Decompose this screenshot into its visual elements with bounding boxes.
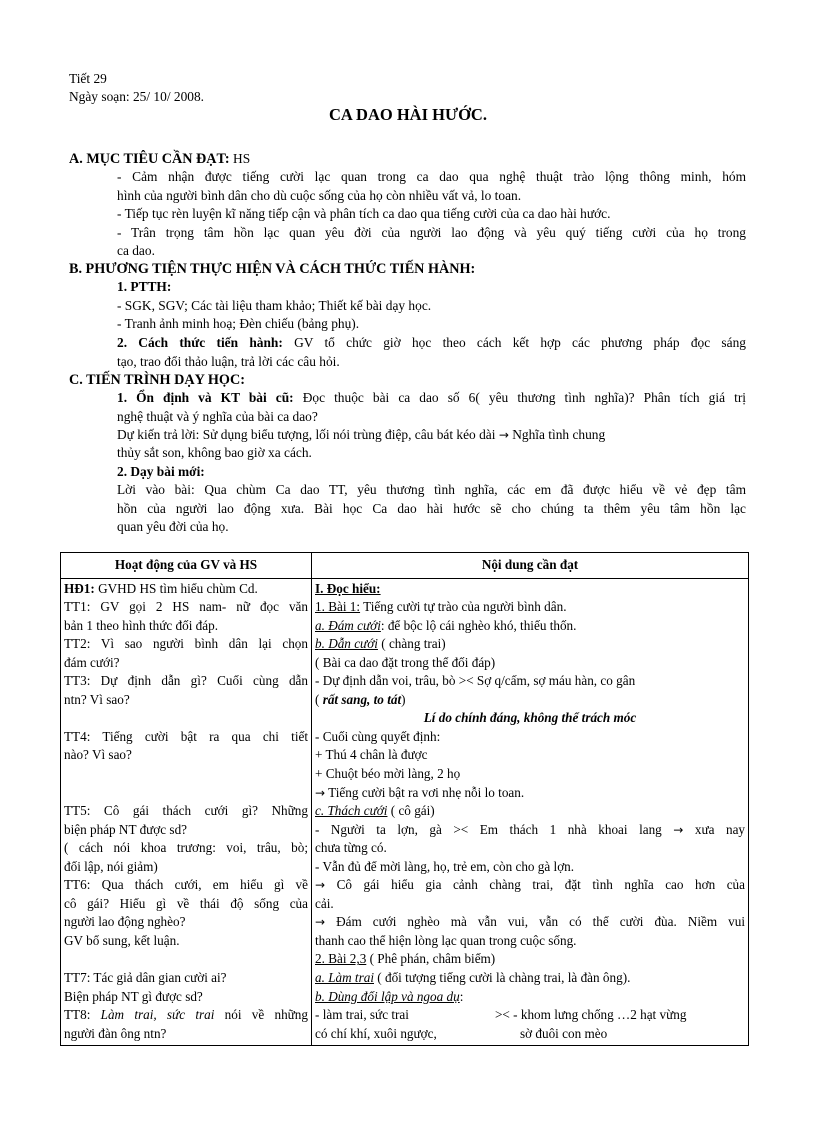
arrow-right-icon: →	[498, 428, 509, 442]
arrow-right-icon: →	[315, 915, 326, 930]
content-line: - Người ta lợn, gà >< Em thách 1 nhà khoai lang	[315, 821, 662, 837]
hd1-text: GVHD HS tìm hiểu chùm Cd.	[94, 580, 258, 596]
content-line: Lí do chính đáng, không thể trách móc	[423, 710, 637, 726]
section-b-sub2-cont: tạo, trao đổi thảo luận, trả lời các câu hỏi.	[117, 353, 340, 369]
answer-text-b: Nghĩa tình chung	[508, 427, 606, 442]
la-label: a. Làm trai	[315, 970, 374, 986]
section-a-line: hình của người bình dân cho dù cuộc sống của họ còn nhiều vất vả, lo toan.	[117, 187, 522, 203]
table-row	[61, 578, 749, 1046]
content-line: - làm trai, sức trai	[315, 1007, 409, 1023]
section-c-sub1-label: 1. Ổn định và KT bài cũ:	[117, 390, 294, 405]
content-line: ( Bài ca dao đặt trong thể đối đáp)	[315, 654, 496, 670]
activity-line: biện pháp NT được sd?	[64, 821, 188, 837]
section-c-answer-cont: thủy sắt son, không bao giờ xa cách.	[117, 445, 312, 460]
activity-line: TT1: GV gọi 2 HS nam- nữ đọc văn	[64, 599, 308, 615]
section-b-sub2-label: 2. Cách thức tiến hành:	[117, 335, 283, 350]
b4-open: (	[315, 691, 323, 707]
content-line: xưa nay	[683, 821, 746, 837]
col-header-content: Nội dung cần đạt	[312, 553, 749, 579]
activity-line: TT4: Tiếng cười bật ra qua chi tiết	[64, 728, 308, 744]
section-b-line: - SGK, SGV; Các tài liệu tham khảo; Thiết kế bài dạy học.	[117, 298, 432, 313]
activity-line: TT3: Dự định dẫn gì? Cuối cùng dẫn	[64, 673, 308, 689]
content-line: - Cuối cùng quyết định:	[315, 728, 441, 744]
page-title: CA DAO HÀI HƯỚC.	[329, 105, 487, 124]
activity-line: Biện pháp NT gì được sd?	[64, 988, 203, 1004]
content-line: Cô gái hiểu gia cảnh chàng trai, đặt tình nghĩa cao hơn của	[325, 877, 745, 893]
section-a-line: - Cảm nhận được tiếng cười lạc quan trong ca dao qua nghệ thuật trào lộng thông minh, hóm	[117, 169, 746, 184]
section-c-answer	[117, 426, 605, 445]
tt8-italic: Làm trai, sức trai	[100, 1007, 215, 1023]
section-a-line: - Tiếp tục rèn luyện kĩ năng tiếp cận và phân tích ca dao qua tiếng cười của ca dao hài hước.	[117, 206, 611, 222]
a-text: : để bộc lộ cái nghèo khó, thiếu thốn.	[380, 617, 577, 633]
section-c-intro	[117, 481, 746, 537]
activity-line: TT6: Qua thách cưới, em hiểu gì về	[64, 877, 308, 893]
prep-date: Ngày soạn: 25/ 10/ 2008.	[69, 89, 205, 104]
b-text: ( chàng trai)	[377, 636, 446, 652]
activities-cell	[61, 578, 312, 1046]
content-line: có chí khí, xuôi ngược,	[315, 1025, 437, 1041]
part-1-heading: I. Đọc hiểu:	[315, 580, 381, 596]
content-line: sờ đuôi con mèo	[520, 1025, 608, 1041]
activity-line: TT5: Cô gái thách cưới gì? Những	[64, 803, 308, 819]
c-text: ( cô gái)	[387, 803, 435, 819]
section-a-body	[117, 168, 746, 261]
tt8-prefix: TT8:	[64, 1007, 101, 1023]
hd1-label: HĐ1:	[64, 580, 95, 596]
b-label: b. Dẫn cưới	[315, 636, 378, 652]
arrow-right-icon: →	[315, 785, 326, 800]
activity-line: nào? Vì sao?	[64, 747, 132, 763]
section-c-sub1	[117, 389, 746, 426]
bai1-label: 1. Bài 1:	[315, 599, 361, 615]
activity-line: người đàn ông ntn?	[64, 1025, 167, 1041]
content-line: >< - khom lưng chống …2 hạt vừng	[495, 1007, 687, 1023]
content-line: thanh cao thể hiện lòng lạc quan trong cuộc sống.	[315, 932, 577, 948]
b4-italic: rất sang, to tát	[322, 691, 402, 707]
intro-line: quan yêu đời của họ.	[117, 519, 229, 535]
content-cell	[312, 578, 749, 1046]
section-b-sub1: 1. PTTH:	[117, 279, 172, 294]
content-line: - Vẫn đủ để mời làng, họ, trẻ em, còn cho gà lợn.	[315, 858, 575, 874]
activity-line: cô gái? Hiểu gì về thái độ sống của	[64, 895, 308, 911]
section-a-title: A. MỤC TIÊU CẦN ĐẠT:	[69, 151, 230, 167]
intro-line: Lời vào bài: Qua chùm Ca dao TT, yêu thương tình nghĩa, các em đã được hiểu về vẻ đẹp tâm	[117, 482, 746, 497]
lesson-number: Tiết 29	[69, 71, 107, 86]
activity-line: ( cách nói khoa trương: voi, trâu, bò;	[64, 840, 308, 856]
section-a-line: ca dao.	[117, 243, 155, 259]
intro-line: hồn của người lao động xưa. Bài học Ca dao hài hước sẽ cho chúng ta thêm yêu tâm hồn lạc	[117, 500, 746, 516]
lb-label: b. Dùng đối lập và ngoa dụ	[315, 988, 460, 1004]
section-a-heading	[69, 150, 250, 169]
c-label: c. Thách cưới	[315, 803, 388, 819]
section-b-sub2	[117, 334, 746, 371]
b4-close: )	[401, 691, 406, 707]
content-line: + Chuột béo mời làng, 2 họ	[315, 766, 461, 782]
a-label: a. Đám cưới	[315, 617, 381, 633]
section-b-heading: B. PHƯƠNG TIỆN THỰC HIỆN VÀ CÁCH THỨC TIẾN HÀNH:	[69, 261, 476, 277]
col-header-activities: Hoạt động của GV và HS	[61, 553, 312, 579]
activity-line: đám cưới?	[64, 654, 120, 670]
activity-line: TT7: Tác giả dân gian cười ai?	[64, 970, 227, 986]
arrow-right-icon: →	[315, 878, 326, 893]
content-line: Tiếng cười bật ra vơi nhẹ nỗi lo toan.	[325, 784, 525, 800]
lesson-table	[60, 552, 749, 1046]
answer-text: Dự kiến trả lời: Sử dụng biểu tượng, lối nói trùng điệp, câu bát kéo dài	[117, 427, 496, 442]
section-b-sub2-text: GV tổ chức giờ học theo cách kết hợp các phương pháp đọc sáng	[282, 335, 746, 350]
activity-line: ntn? Vì sao?	[64, 691, 130, 707]
section-c-sub1-cont: nghệ thuật và ý nghĩa của bài ca dao?	[117, 408, 318, 424]
bai1-text: Tiếng cười tự trào của người bình dân.	[360, 599, 567, 615]
bai23-label: 2. Bài 2,3	[315, 951, 367, 967]
activity-line: đối lập, nói giảm)	[64, 858, 158, 874]
activity-line: bản 1 theo hình thức đối đáp.	[64, 617, 219, 633]
content-line: Đám cưới nghèo mà vẫn vui, vẫn có thể cười đùa. Niềm vui	[325, 914, 745, 930]
section-c-heading: C. TIẾN TRÌNH DẠY HỌC:	[69, 372, 245, 388]
la-text: ( đối tượng tiếng cười là chàng trai, là đàn ông).	[374, 970, 631, 986]
section-c-sub1-text: Đọc thuộc bài ca dao số 6( yêu thương tình nghĩa)? Phân tích giá trị	[293, 390, 747, 405]
content-line: + Thú 4 chân là được	[315, 747, 428, 763]
section-a-suffix: HS	[229, 151, 251, 166]
bai23-text: ( Phê phán, châm biếm)	[366, 951, 496, 967]
lb-text: :	[459, 988, 464, 1004]
section-b-line: - Tranh ảnh minh hoạ; Đèn chiếu (bảng phụ).	[117, 316, 360, 331]
section-c-sub2: 2. Dạy bài mới:	[117, 464, 205, 479]
activity-line: người lao động nghèo?	[64, 914, 186, 930]
tt8-suffix: nói về những	[214, 1007, 308, 1023]
activity-line: GV bổ sung, kết luận.	[64, 932, 180, 948]
content-line: cải.	[315, 895, 334, 911]
section-a-line: - Trân trọng tâm hồn lạc quan yêu đời của người lao động và yêu quý tiếng cười của họ trong	[117, 224, 746, 240]
arrow-right-icon: →	[673, 822, 684, 837]
activity-line: TT2: Vì sao người bình dân lại chọn	[64, 636, 308, 652]
content-line: chưa từng có.	[315, 840, 387, 856]
table-header-row	[61, 553, 749, 579]
content-line: - Dự định dẫn voi, trâu, bò >< Sợ q/cấm, sợ máu hàn, co gân	[315, 673, 636, 689]
